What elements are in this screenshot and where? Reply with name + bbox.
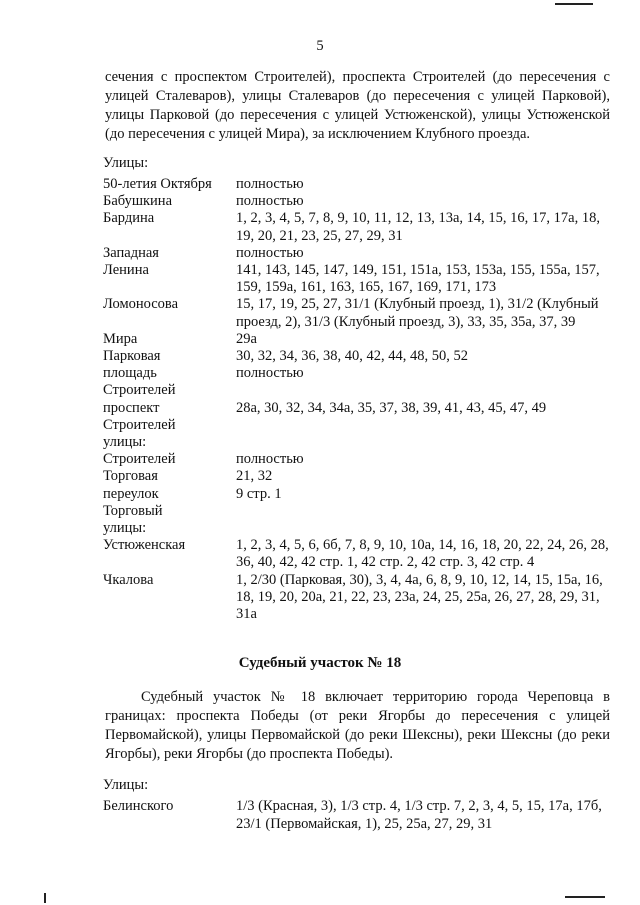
street-row [103, 520, 613, 537]
house-numbers [236, 417, 611, 434]
house-numbers: 21, 32 [236, 468, 273, 485]
street-row [103, 417, 613, 434]
house-numbers: полностью [236, 244, 304, 261]
section-18-streets-table [103, 797, 613, 833]
section-18-paragraph [105, 688, 610, 764]
street-name: Ломоносова [103, 296, 179, 313]
street-name: Строителей [103, 451, 176, 468]
street-row [103, 434, 613, 451]
street-name: Ленина [103, 262, 149, 279]
street-name: Торговый [103, 502, 163, 519]
house-numbers [236, 520, 611, 537]
street-row [103, 176, 613, 193]
house-numbers: 1/3 (Красная, 3), 1/3 стр. 4, 1/3 стр. 7, 2, 3, 4, 5, 15, 17а, 17б, 23/1 (Первомайская, 1), 25, 25а, 27, 29, 31 [236, 798, 602, 832]
house-numbers [236, 434, 611, 451]
street-name: улицы: [103, 520, 147, 537]
street-row [103, 262, 613, 296]
street-row [103, 382, 613, 399]
street-row [103, 348, 613, 365]
street-row [103, 210, 613, 244]
street-name: улицы: [103, 434, 147, 451]
street-row [103, 503, 613, 520]
street-row [103, 245, 613, 262]
street-row [103, 797, 613, 833]
house-numbers: 9 стр. 1 [236, 485, 282, 502]
street-name: Торговая [103, 468, 158, 485]
intro-text: сечения с проспектом Строителей), проспекта Строителей (до пересечения с улицей Сталеваров), улицы Сталеваров (до пересечения с улицей Парковой), улицы Парковой (до пересечения с улицей Устюженской), улицы Устюженской (до пересечения с улицей Мира), за исключением Клубного проезда. [105, 69, 610, 142]
street-name: проспект [103, 399, 160, 416]
house-numbers: 1, 2, 3, 4, 5, 6, 6б, 7, 8, 9, 10, 10а, 14, 16, 18, 20, 22, 24, 26, 28, 36, 40, 42, 42 стр. 1, 42 стр. 2, 42 стр. 3, 42 стр. 4 [236, 537, 609, 571]
house-numbers [236, 382, 611, 399]
street-row [103, 468, 613, 485]
street-row [103, 331, 613, 348]
street-row [103, 572, 613, 624]
street-row [103, 451, 613, 468]
street-name: Бабушкина [103, 193, 173, 210]
house-numbers: 28а, 30, 32, 34, 34а, 35, 37, 38, 39, 41, 43, 45, 47, 49 [236, 399, 547, 416]
page-number: 5 [316, 38, 324, 54]
streets-heading: Улицы: [103, 155, 149, 171]
street-row [103, 193, 613, 210]
street-name: площадь [103, 365, 157, 382]
street-name: Парковая [103, 348, 161, 365]
streets-table [103, 176, 613, 623]
house-numbers: полностью [236, 365, 304, 382]
street-row [103, 365, 613, 382]
street-row [103, 296, 613, 330]
street-name: 50-летия Октября [103, 176, 212, 192]
section-18-text: Судебный участок № 18 включает территорию города Череповца в границах: проспекта Победы (от реки Ягорбы до пересечения с улицей Первомайской), улицы Первомайской (до реки Шексны), реки Шексны (до реки Ягорбы), реки Ягорбы (до проспекта Победы). [105, 689, 610, 762]
street-name: Устюженская [103, 537, 186, 554]
scan-mark-bottom-left [44, 893, 46, 903]
house-numbers: 1, 2, 3, 4, 5, 7, 8, 9, 10, 11, 12, 13, 13а, 14, 15, 16, 17, 17а, 18, 19, 20, 21, 23, 25, 27, 29, 31 [236, 210, 600, 244]
house-numbers: 1, 2/30 (Парковая, 30), 3, 4, 4а, 6, 8, 9, 10, 12, 14, 15, 15а, 16, 18, 19, 20, 20а, 21, 22, 23, 23а, 24, 25, 25а, 26, 27, 28, 29, 31, 31а [236, 571, 603, 623]
street-name: Западная [103, 244, 159, 261]
street-name: Строителей [103, 382, 176, 399]
street-name: Бардина [103, 210, 155, 227]
street-name: переулок [103, 485, 159, 502]
street-name: Белинского [103, 798, 174, 814]
scan-mark-bottom-right [565, 896, 605, 898]
house-numbers: полностью [236, 176, 304, 192]
house-numbers: 141, 143, 145, 147, 149, 151, 151а, 153, 153а, 155, 155а, 157, 159, 159а, 161, 163, 165, 167, 169, 171, 173 [236, 262, 600, 296]
house-numbers [236, 503, 611, 520]
section-18-streets-heading: Улицы: [103, 777, 149, 793]
street-name: Строителей [103, 416, 176, 433]
house-numbers: 15, 17, 19, 25, 27, 31/1 (Клубный проезд, 1), 31/2 (Клубный проезд, 2), 31/3 (Клубный проезд, 3), 33, 35, 35а, 37, 39 [236, 296, 599, 330]
street-row [103, 400, 613, 417]
house-numbers: полностью [236, 451, 304, 468]
house-numbers: полностью [236, 193, 304, 210]
intro-paragraph [105, 68, 610, 144]
scan-mark-top [555, 3, 593, 5]
house-numbers: 30, 32, 34, 36, 38, 40, 42, 44, 48, 50, 52 [236, 348, 468, 365]
house-numbers: 29а [236, 330, 257, 347]
section-18-title: Судебный участок № 18 [238, 655, 402, 671]
street-row [103, 486, 613, 503]
street-row [103, 537, 613, 571]
street-name: Мира [103, 330, 138, 347]
street-name: Чкалова [103, 571, 154, 588]
